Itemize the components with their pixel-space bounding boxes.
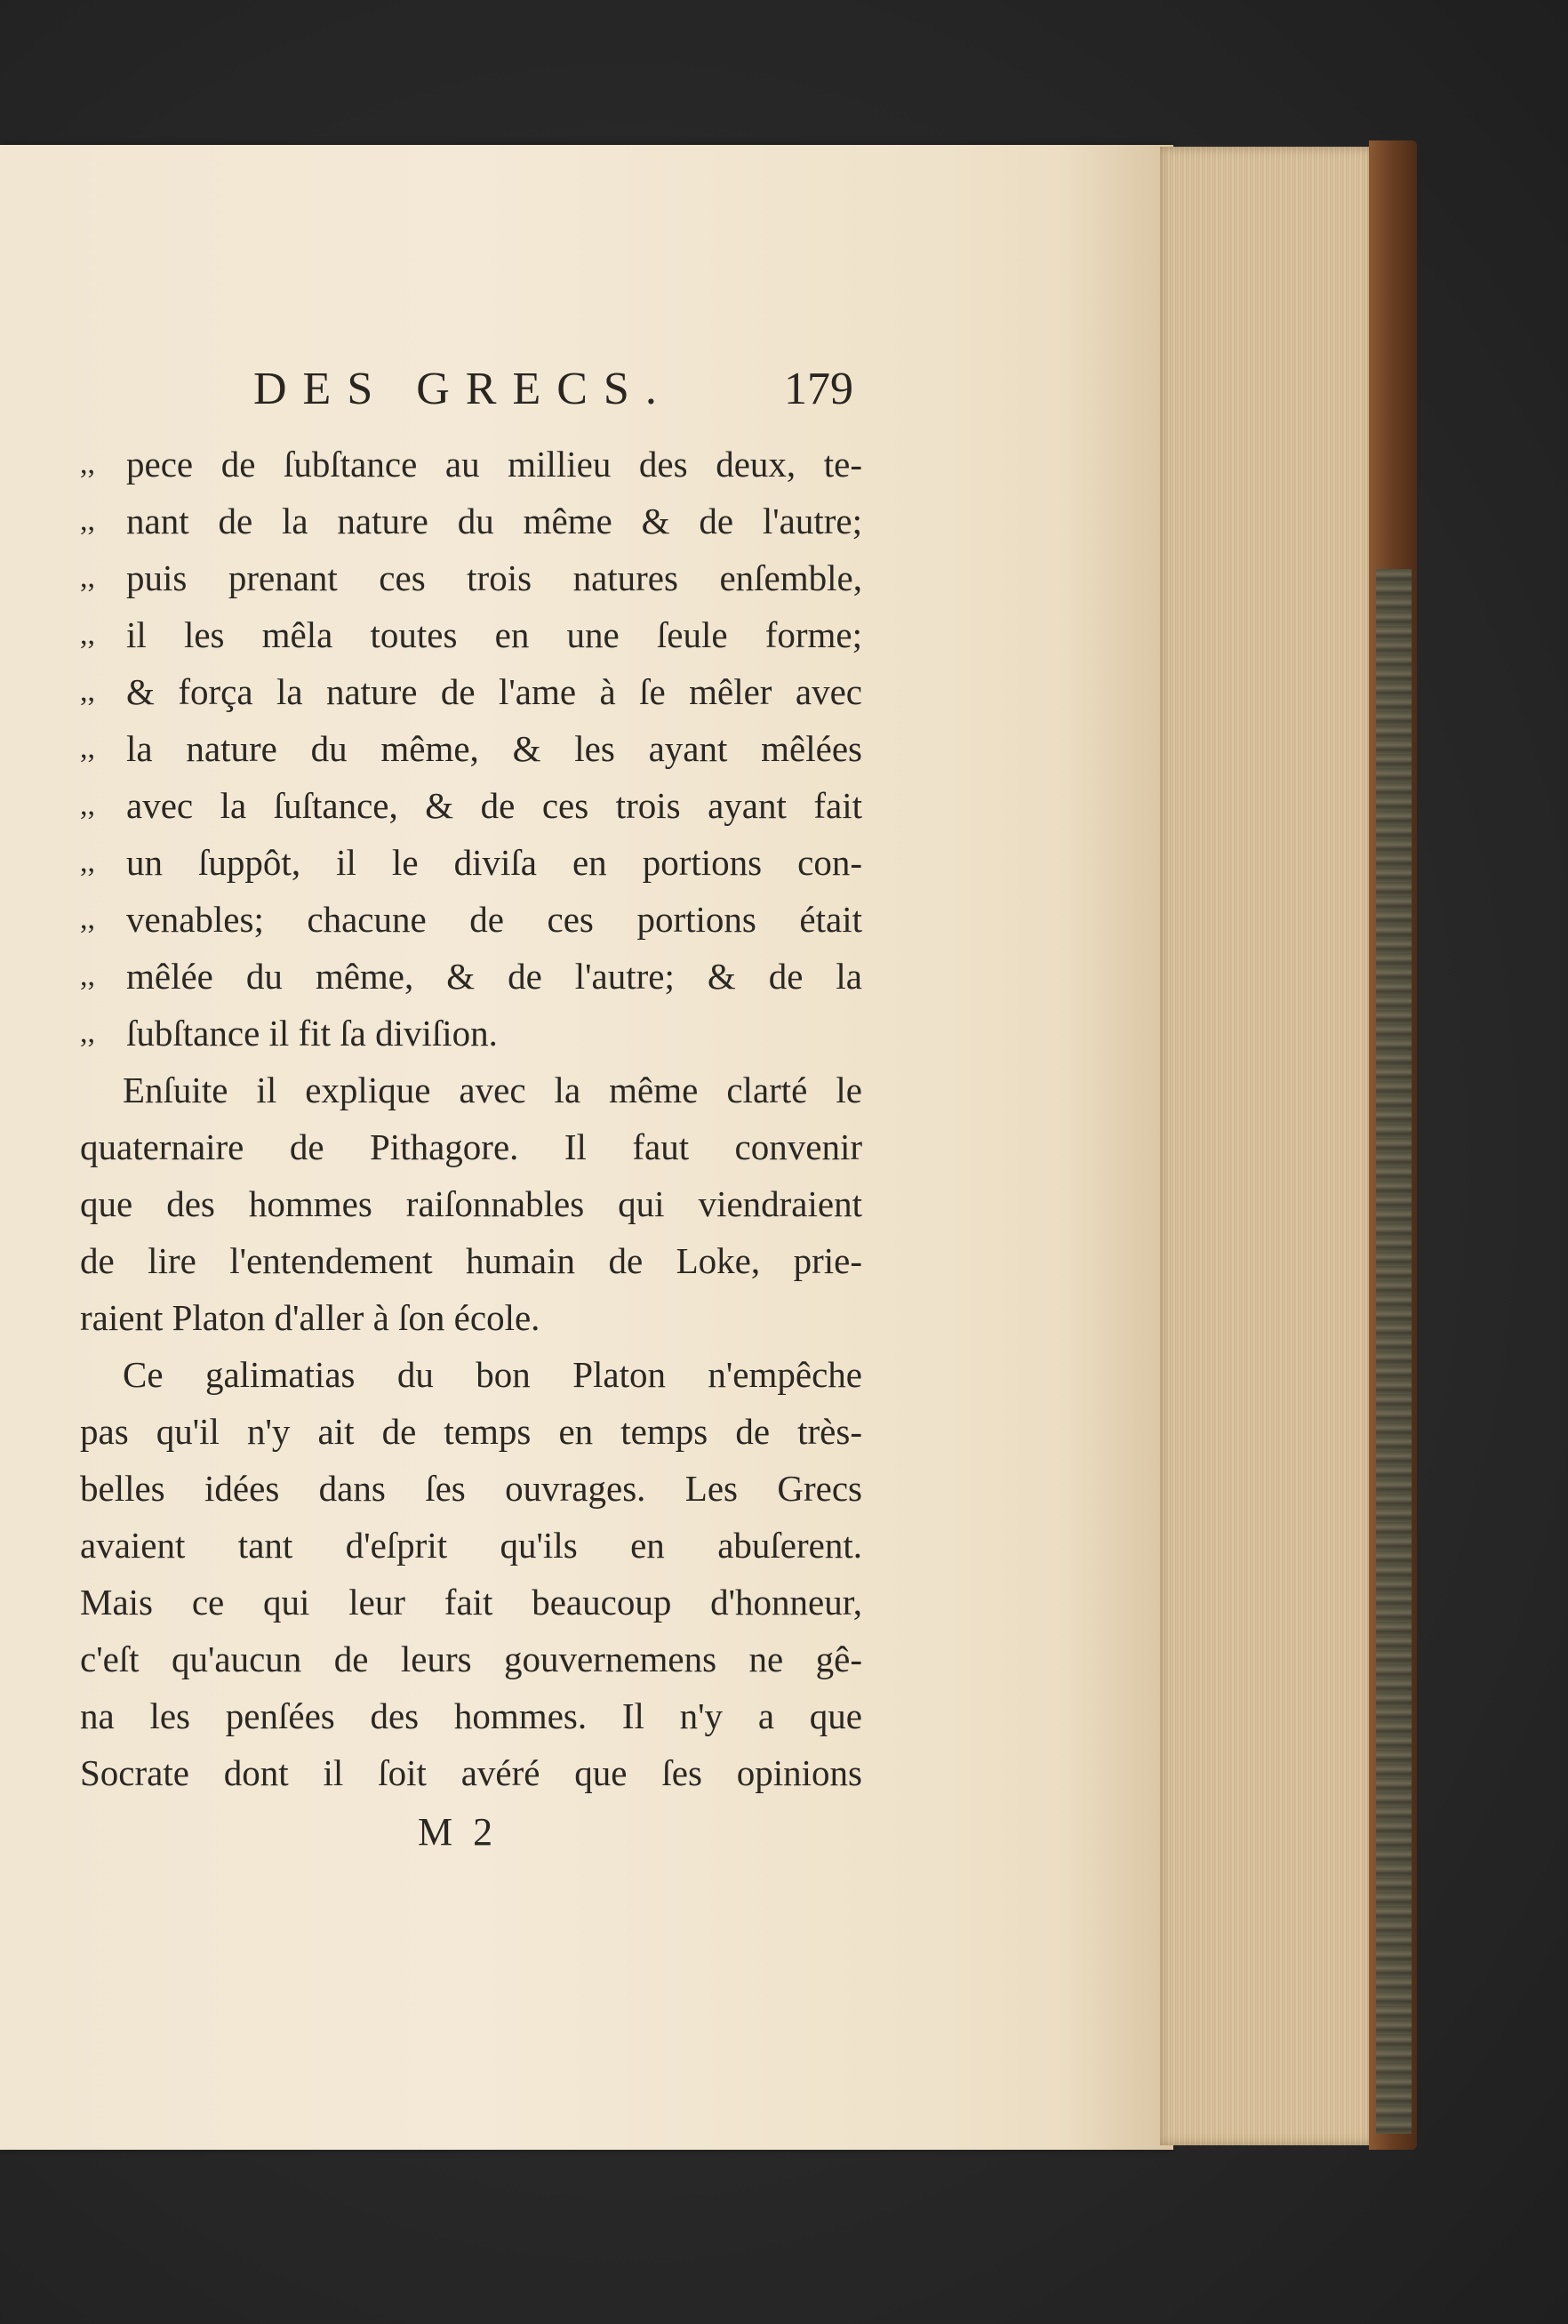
quote-mark: ,, [80, 504, 95, 537]
paragraph-line: avaient tant d'eſprit qu'ils en abuſerent. [80, 1525, 862, 1566]
paragraph-line: na les penſées des hommes. Il n'y a que [80, 1695, 862, 1736]
quoted-line: ,, avec la ſuſtance, & de ces trois ayant fait [80, 777, 862, 834]
quote-mark: ,, [80, 675, 95, 708]
paragraph-line: belles idées dans ſes ouvrages. Les Grecs [80, 1468, 862, 1509]
marbled-cover-edge [1376, 569, 1412, 2134]
paragraph-line: Ce galimatias du bon Platon n'empêche [123, 1354, 862, 1395]
text-block [80, 436, 862, 1801]
page-number: 179 [784, 364, 853, 414]
page-edges [1160, 147, 1373, 2145]
quote-mark: ,, [80, 789, 95, 821]
quoted-line: ,, il les mêla toutes en une ſeule forme; [80, 606, 862, 663]
quoted-line: ,, nant de la nature du même & de l'autre; [80, 493, 862, 549]
quoted-line: ,, & força la nature de l'ame à ſe mêler avec [80, 663, 862, 720]
paragraph-line: raient Platon d'aller à ſon école. [80, 1297, 540, 1338]
quote-mark: ,, [80, 1016, 95, 1049]
quoted-line: ,, ſubſtance il fit ſa diviſion. [80, 1005, 862, 1062]
quote-mark: ,, [80, 561, 95, 594]
quote-mark: ,, [80, 902, 95, 935]
quote-mark: ,, [80, 618, 95, 651]
page-gutter-shadow [1067, 145, 1173, 2150]
quoted-line: ,, mêlée du même, & de l'autre; & de la [80, 948, 862, 1005]
quote-mark: ,, [80, 732, 95, 765]
paragraph-line: Socrate dont il ſoit avéré que ſes opinions [80, 1752, 862, 1793]
signature-mark: M 2 [418, 1810, 499, 1854]
quoted-line: ,, un ſuppôt, il le diviſa en portions con- [80, 834, 862, 891]
quote-mark: ,, [80, 959, 95, 992]
running-title: DES GRECS. [253, 364, 673, 414]
quoted-line: ,, la nature du même, & les ayant mêlées [80, 720, 862, 777]
quote-mark: ,, [80, 447, 95, 480]
paragraph-line: de lire l'entendement humain de Loke, prie- [80, 1240, 862, 1281]
paragraph-line: pas qu'il n'y ait de temps en temps de très- [80, 1411, 862, 1452]
paragraph-line: c'eſt qu'aucun de leurs gouvernemens ne gê- [80, 1639, 862, 1679]
paragraph-line: quaternaire de Pithagore. Il faut convenir [80, 1126, 862, 1167]
paragraph-line: que des hommes raiſonnables qui viendraient [80, 1183, 862, 1224]
paragraph-line: Mais ce qui leur fait beaucoup d'honneur, [80, 1582, 862, 1623]
quote-mark: ,, [80, 845, 95, 878]
running-head [253, 357, 871, 421]
paragraph-line: Enſuite il explique avec la même clarté le [123, 1070, 862, 1110]
quoted-line: ,, puis prenant ces trois natures enſemble, [80, 549, 862, 606]
quoted-line: ,, pece de ſubſtance au millieu des deux, te- [80, 436, 862, 493]
quoted-line: ,, venables; chacune de ces portions était [80, 891, 862, 948]
